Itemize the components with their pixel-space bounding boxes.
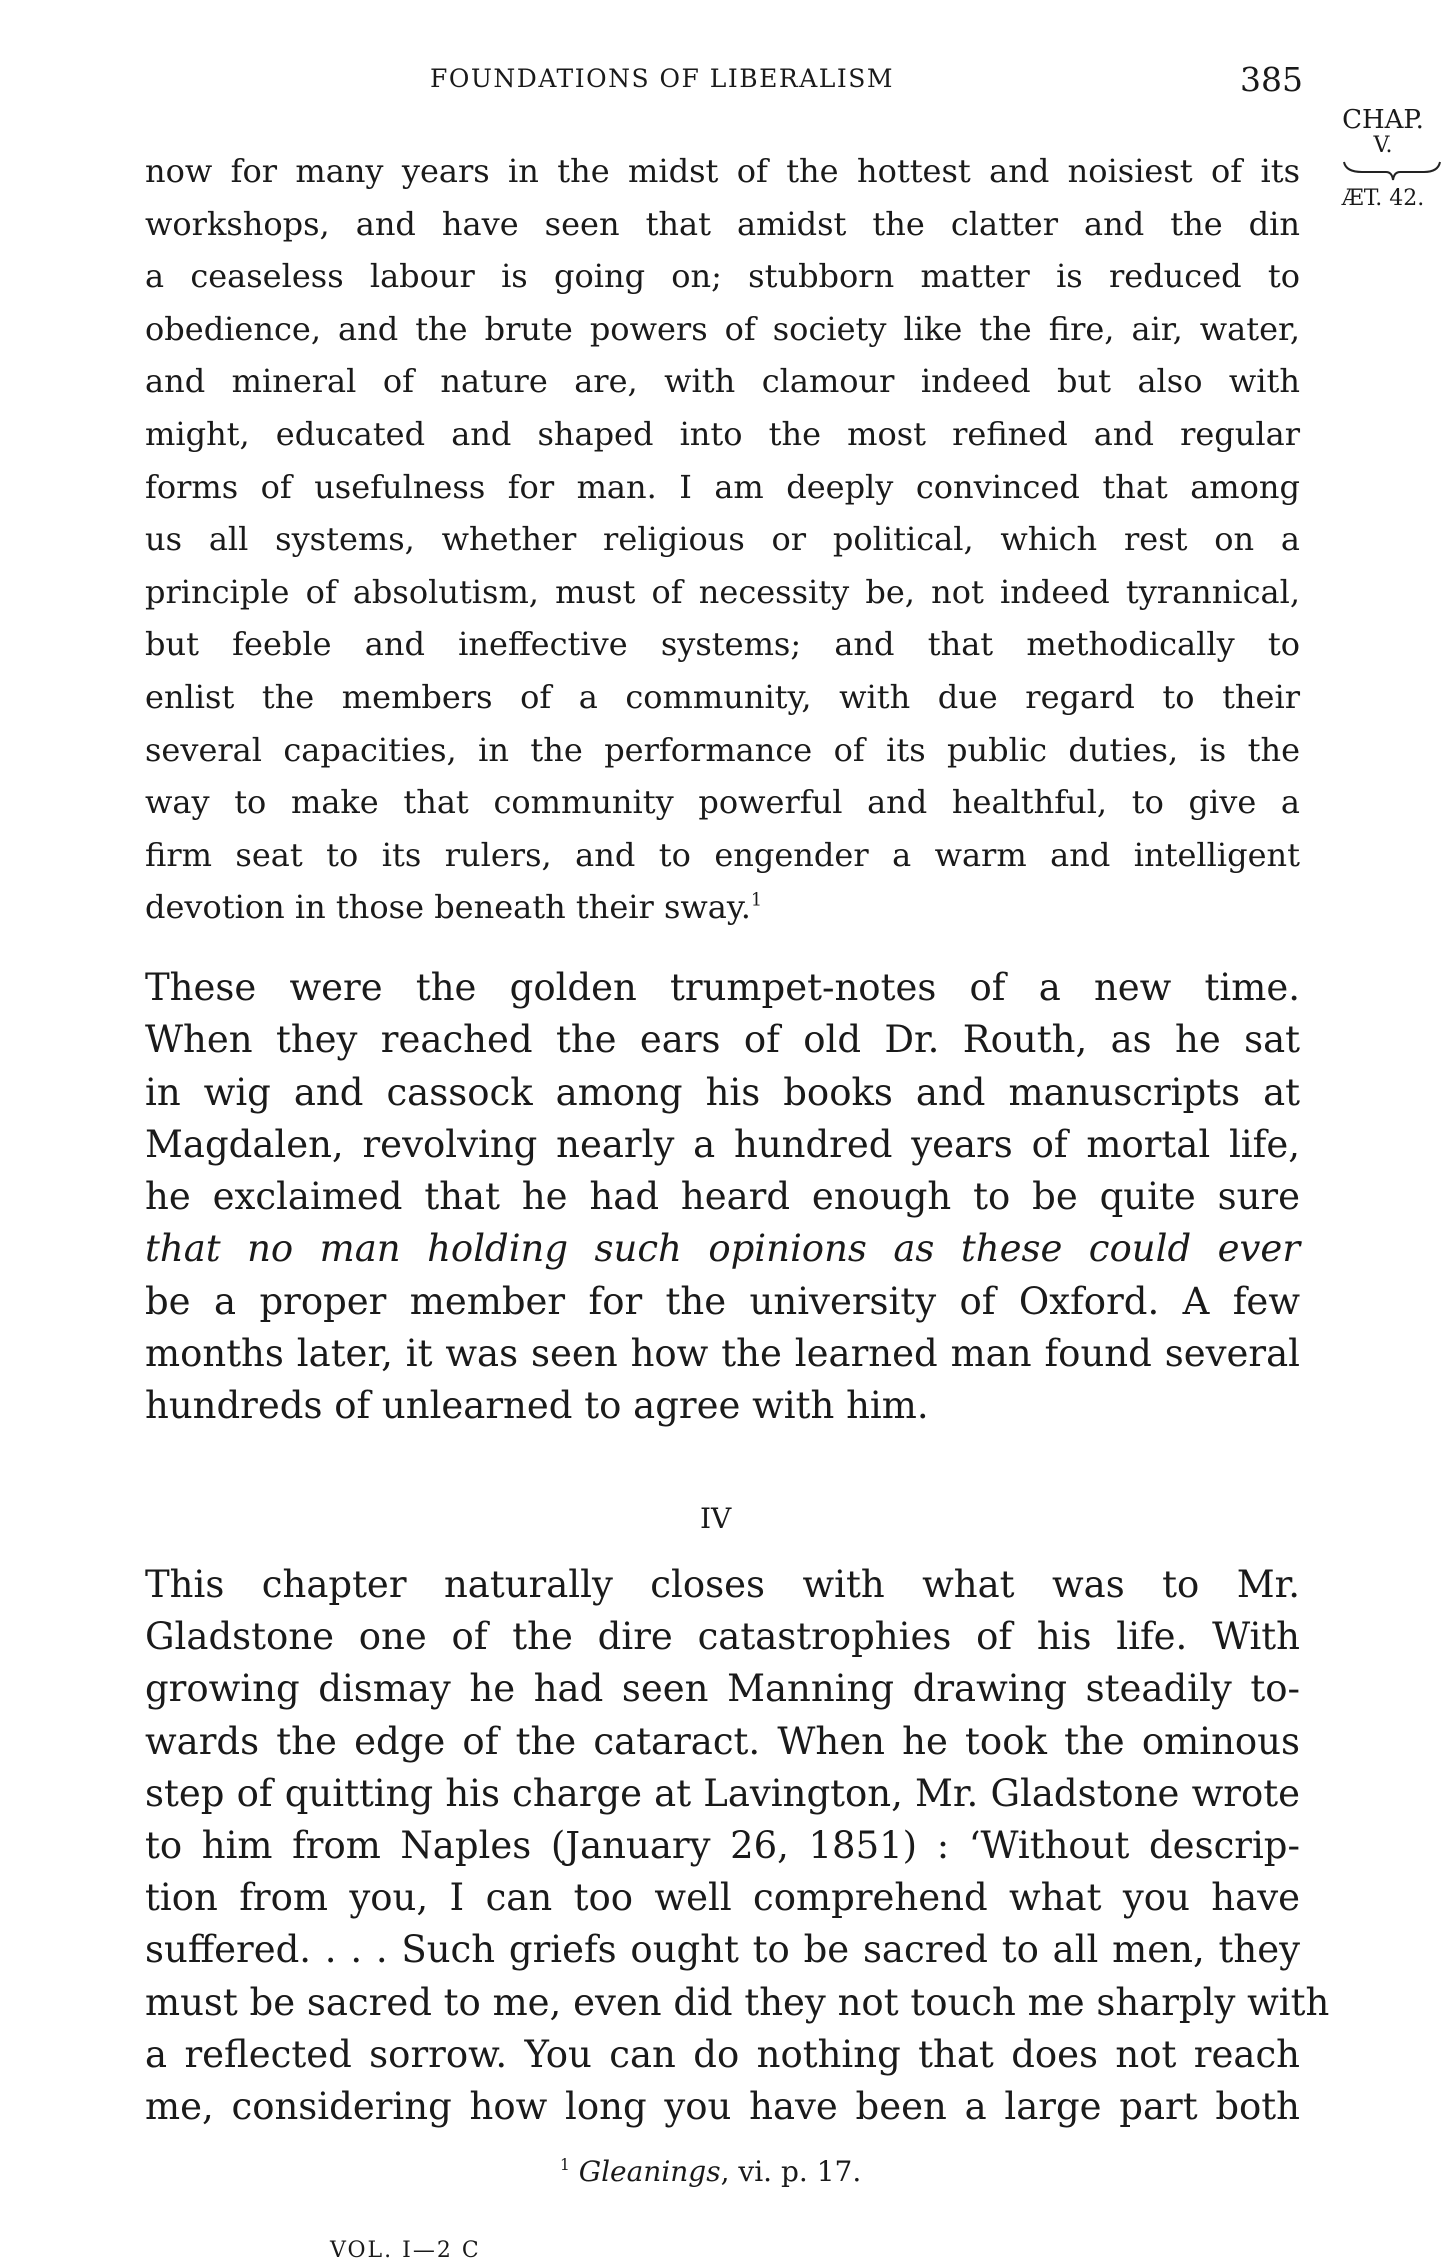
text-line: might, educated and shaped into the most refined and regular <box>145 414 1300 453</box>
text-line: me, considering how long you have been a large part both <box>145 2085 1300 2129</box>
footnote <box>560 2155 861 2188</box>
text-line <box>145 881 1300 934</box>
text-line: tion from you, I can too well comprehend what you have <box>145 1876 1300 1920</box>
section-heading: IV <box>700 1502 732 1535</box>
text-line: must be sacred to me, even did they not touch me sharply with <box>145 1980 1330 2024</box>
text-line: hundreds of unlearned to agree with him. <box>145 1384 929 1428</box>
paragraph-1 <box>145 145 1300 934</box>
page-number: 385 <box>1240 60 1303 99</box>
text-line: This chapter naturally closes with what was to Mr. <box>145 1563 1300 1606</box>
text-line: to him from Naples (January 26, 1851) : ‘Without descrip- <box>145 1824 1300 1868</box>
text-line: step of quitting his charge at Lavington, Mr. Gladstone wrote <box>145 1771 1300 1815</box>
text-line: be a proper member for the university of Oxford. A few <box>145 1279 1300 1323</box>
text-line-italic: that no man holding such opinions as these could ever <box>145 1227 1300 1271</box>
text-line: and mineral of nature are, with clamour indeed but also with <box>145 362 1300 401</box>
footnote-marker: 1 <box>560 2156 570 2175</box>
running-title: FOUNDATIONS OF LIBERALISM <box>430 64 894 93</box>
text-line: us all systems, whether religious or political, which rest on a <box>145 520 1300 559</box>
text-line: enlist the members of a community, with due regard to their <box>145 677 1300 716</box>
text-line: growing dismay he had seen Manning drawing steadily to- <box>145 1667 1300 1711</box>
text-line: principle of absolutism, must of necessity be, not indeed tyrannical, <box>145 572 1300 611</box>
paragraph-2 <box>145 962 1300 1433</box>
margin-chapter-label: CHAP. <box>1342 105 1424 135</box>
text-line: Magdalen, revolving nearly a hundred years of mortal life, <box>145 1122 1300 1166</box>
text-line: These were the golden trumpet-notes of a new time. <box>145 966 1300 1009</box>
text-line: firm seat to its rulers, and to engender a warm and intelligent <box>145 835 1300 874</box>
footnote-reference: 1 <box>750 891 763 911</box>
text-line: forms of usefulness for man. I am deeply convinced that among <box>145 467 1300 506</box>
text-line: wards the edge of the cataract. When he took the ominous <box>145 1719 1300 1763</box>
text-line: suffered. . . . Such griefs ought to be sacred to all men, they <box>145 1928 1300 1972</box>
text-line: several capacities, in the performance of its public duties, is the <box>145 730 1300 769</box>
text-line: a ceaseless labour is going on; stubborn matter is reduced to <box>145 257 1300 296</box>
text-line: months later, it was seen how the learned man found several <box>145 1332 1300 1376</box>
footnote-citation: , vi. p. 17. <box>720 2155 862 2188</box>
text-line: he exclaimed that he had heard enough to be quite sure <box>145 1175 1300 1219</box>
text-line: in wig and cassock among his books and manuscripts at <box>145 1070 1300 1114</box>
text-line: now for many years in the midst of the hottest and noisiest of its <box>145 152 1300 190</box>
text-line: a reflected sorrow. You can do nothing that does not reach <box>145 2032 1300 2076</box>
text-line: but feeble and ineffective systems; and that methodically to <box>145 625 1300 664</box>
signature-mark: VOL. I—2 C <box>330 2238 481 2263</box>
text-line-content: devotion in those beneath their sway. <box>145 888 751 927</box>
margin-chapter-number: V. <box>1373 133 1393 158</box>
brace-icon <box>1342 160 1442 182</box>
paragraph-3 <box>145 1559 1330 2133</box>
footnote-source: Gleanings <box>578 2155 721 2188</box>
text-line: workshops, and have seen that amidst the clatter and the din <box>145 204 1300 243</box>
text-line: obedience, and the brute powers of society like the fire, air, water, <box>145 309 1300 348</box>
text-line: When they reached the ears of old Dr. Routh, as he sat <box>145 1018 1300 1062</box>
margin-age-note: ÆT. 42. <box>1341 186 1425 211</box>
text-line: Gladstone one of the dire catastrophies of his life. With <box>145 1615 1300 1659</box>
text-line: way to make that community powerful and healthful, to give a <box>145 783 1300 822</box>
